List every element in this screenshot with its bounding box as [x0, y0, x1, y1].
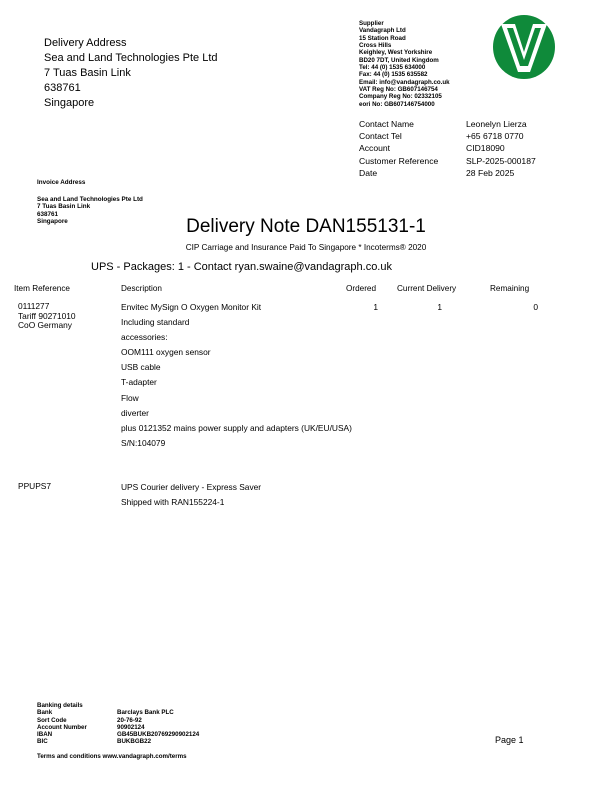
supplier-line: BD20 7DT, United Kingdom	[359, 56, 439, 64]
delivery-address-line: Singapore	[44, 97, 95, 109]
supplier-details	[359, 20, 450, 108]
item-description-line: diverter	[121, 407, 149, 418]
line-items	[0, 302, 612, 522]
contact-row	[359, 155, 536, 167]
document-title: Delivery Note DAN155131-1	[186, 216, 426, 237]
supplier-line: eori No: GB607146754000	[359, 100, 435, 108]
contact-value: +65 6718 0770	[466, 131, 524, 142]
item-description	[121, 302, 352, 453]
column-header-remaining: Remaining	[490, 284, 530, 293]
invoice-address-line: 7 Tuas Basin Link	[37, 203, 91, 211]
invoice-address-line: Sea and Land Technologies Pte Ltd	[37, 196, 143, 203]
line-item	[0, 302, 612, 482]
item-description	[121, 482, 261, 512]
banking-row	[37, 731, 199, 738]
item-description-line: plus 0121352 mains power supply and adapters (UK/EU/USA)	[121, 422, 352, 433]
item-ordered: 1	[373, 302, 378, 312]
supplier-line: VAT Reg No: GB607146754	[359, 86, 438, 94]
contact-label: Contact Name	[359, 119, 414, 130]
contact-value: SLP-2025-000187	[466, 155, 536, 166]
banking-row	[37, 738, 199, 745]
banking-label: BIC	[37, 738, 48, 746]
invoice-address-title: Invoice Address	[37, 179, 86, 186]
incoterms-line: CIP Carriage and Insurance Paid To Singapore * Incoterms® 2020	[185, 243, 427, 252]
contact-row	[359, 130, 536, 142]
banking-value: 90902124	[117, 723, 145, 731]
supplier-line: Supplier	[359, 20, 384, 27]
shipping-info: UPS - Packages: 1 - Contact ryan.swaine@vandagraph.co.uk	[91, 261, 392, 273]
item-description-line: Envitec MySign O Oxygen Monitor Kit	[121, 302, 262, 312]
banking-details	[37, 702, 199, 746]
delivery-address-line: 638761	[44, 82, 81, 94]
column-header-ordered: Ordered	[346, 284, 377, 293]
item-reference-line: CoO Germany	[18, 320, 72, 331]
banking-label: IBAN	[37, 731, 53, 739]
supplier-line: Vandagraph Ltd	[359, 27, 406, 35]
contact-value: 28 Feb 2025	[466, 167, 515, 178]
banking-value: 20-76-92	[117, 716, 142, 724]
supplier-line: Cross Hills	[359, 42, 392, 50]
contact-label: Date	[359, 167, 378, 178]
banking-value: BUKBGB22	[117, 738, 152, 746]
contact-label: Customer Reference	[359, 155, 439, 166]
delivery-address-line: 7 Tuas Basin Link	[44, 67, 131, 79]
item-description-line: Flow	[121, 392, 139, 403]
item-remaining: 0	[533, 302, 538, 312]
item-description-line: S/N:104079	[121, 437, 166, 448]
contact-label: Account	[359, 143, 391, 154]
item-reference-line: PPUPS7	[18, 481, 52, 491]
contact-row	[359, 118, 536, 130]
item-reference	[18, 302, 76, 331]
supplier-line: Keighley, West Yorkshire	[359, 49, 433, 57]
item-description-line: Including standard	[121, 317, 190, 328]
supplier-line: Company Reg No: 02332105	[359, 93, 442, 101]
banking-row	[37, 717, 199, 724]
contact-value: CID18090	[466, 143, 505, 154]
contact-row	[359, 167, 536, 179]
vandagraph-logo	[492, 14, 556, 80]
item-description-line: accessories:	[121, 332, 168, 343]
delivery-address	[44, 36, 218, 111]
item-reference	[18, 482, 51, 492]
v-logo-icon	[492, 14, 556, 80]
item-description-line: UPS Courier delivery - Express Saver	[121, 482, 262, 492]
page-number: Page 1	[495, 735, 524, 745]
contact-value: Leonelyn Lierza	[466, 119, 527, 130]
banking-row	[37, 709, 199, 716]
banking-label: Account Number	[37, 723, 87, 731]
delivery-address-line: Sea and Land Technologies Pte Ltd	[44, 52, 218, 64]
contact-table	[359, 118, 536, 179]
banking-label: Bank	[37, 709, 53, 717]
banking-label: Sort Code	[37, 716, 67, 724]
banking-value: GB45BUKB20769290902124	[117, 731, 200, 739]
banking-row	[37, 724, 199, 731]
terms-and-conditions: Terms and conditions www.vandagraph.com/terms	[37, 753, 187, 760]
line-item	[0, 482, 612, 522]
column-header-current-delivery: Current Delivery	[397, 284, 457, 293]
supplier-line: Fax: 44 (0) 1535 635582	[359, 71, 428, 79]
invoice-address-line: Singapore	[37, 218, 68, 226]
item-description-line: USB cable	[121, 362, 161, 373]
item-reference-line: Tariff 90271010	[18, 310, 76, 321]
column-header-description: Description	[121, 284, 162, 293]
invoice-address-line: 638761	[37, 210, 59, 218]
banking-value: Barclays Bank PLC	[117, 709, 174, 717]
supplier-line: Tel: 44 (0) 1535 634000	[359, 64, 426, 72]
item-description-line: OOM111 oxygen sensor	[121, 347, 211, 358]
item-current-delivery: 1	[437, 302, 442, 312]
item-description-line: Shipped with RAN155224-1	[121, 497, 225, 508]
item-reference-line: 0111277	[18, 301, 50, 311]
banking-title: Banking details	[37, 702, 83, 709]
supplier-line: 15 Station Road	[359, 34, 406, 42]
contact-label: Contact Tel	[359, 131, 402, 142]
contact-row	[359, 142, 536, 154]
column-header-item-reference: Item Reference	[14, 284, 70, 293]
delivery-address-title: Delivery Address	[44, 37, 127, 49]
item-description-line: T-adapter	[121, 377, 157, 388]
supplier-line: Email: info@vandagraph.co.uk	[359, 78, 450, 86]
